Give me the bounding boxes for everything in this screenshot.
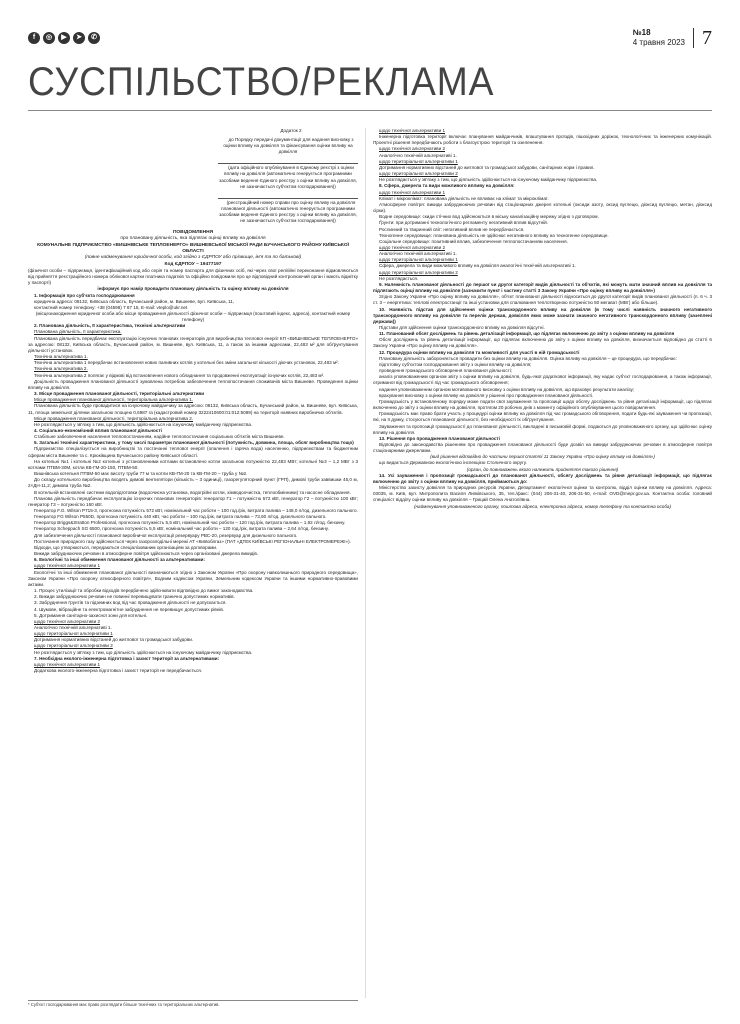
paragraph: Відповідно до законодавства рішенням про провадження планованої діяльності буде дозвіл на викиди забруднюючих речовин в атмосферне повітря стаціонарними джерелами. bbox=[373, 441, 712, 454]
company-note: (повне найменування юридичної особи, код згідно з ЄДРПОУ або прізвище, ім'я та по батькові) bbox=[84, 255, 302, 261]
paragraph: Екологічні та інші обмеження планованої діяльності визначаються згідно з Законом України «Про охорону навколишнього природного середовища», Законом України «Про охорону атмосферного повітря», Водним кодексом України, Земельним кодексом України та іншими нормативно-правовими актами. bbox=[28, 569, 358, 587]
paragraph: Дотримання нормативних відстаней до житлової та громадської забудови, санітарних норм і правил. bbox=[379, 164, 595, 170]
paragraph: Аналогічно технічній альтернативі 1. bbox=[34, 624, 112, 630]
paragraph: щодо технічної альтернативи 1 bbox=[34, 661, 101, 667]
issue-info bbox=[633, 28, 712, 48]
paragraph: 4. Шумове, вібраційне та електромагнітне забруднення не перевищує допустимих рівнів. bbox=[34, 606, 225, 612]
paragraph: До складу котельного виробництва входять димові вентилятори (кількість – 3 одиниці), газорегуляторний пункт (ГРП), димові труби заввишки 45,0 м, 2×ДН-11,2; димова труба №2. bbox=[28, 477, 358, 489]
paragraph: Сфера, джерела та види можливого впливу на довкілля аналогічні технічній альтернативі 1. bbox=[379, 263, 576, 269]
paragraph: 13. Рішення про провадження планованої діяльності bbox=[379, 435, 500, 441]
paragraph: Не розглядається. bbox=[379, 275, 419, 281]
paragraph: 4. Соціально-економічний вплив планованої діяльності bbox=[34, 427, 162, 433]
paragraph: підготовку суб'єктом господарювання звіту з оцінки впливу на довкілля; bbox=[379, 361, 532, 367]
notice-header bbox=[28, 230, 358, 268]
title-rule bbox=[28, 110, 712, 111]
paragraph: щодо технічної альтернативи 2 bbox=[379, 146, 446, 152]
paragraph: Рослинний та тваринний світ: негативний вплив не передбачається. bbox=[379, 226, 525, 232]
facebook-icon[interactable]: f bbox=[28, 32, 40, 44]
paragraph: Плановану діяльність забороняється провадити без оцінки впливу на довкілля. Оцінка впливу на довкілля – це процедура, що передбачає: bbox=[379, 355, 678, 361]
blank-line bbox=[218, 193, 358, 199]
paragraph: Генератор Briggs&Stratton Professional, прогнозна потужність 5,5 кВт, номінальний час роботи – 120 год./рік, витрата палива – 1,92 л/год. бензину. bbox=[34, 520, 346, 526]
paragraph: проведення громадського обговорення планованої діяльності; bbox=[379, 368, 513, 374]
paragraph: щодо технічної альтернативи 1 bbox=[379, 128, 446, 133]
blank-line bbox=[218, 158, 358, 164]
telegram-icon[interactable]: ➤ bbox=[73, 32, 85, 44]
paragraph: Згідно Закону України «Про оцінку впливу на довкілля», об'єкт планованої діяльності відноситься до другої категорії видів планованої діяльності (п. 6 ч. 3 ст. 3 – енергетика: теплові електростанції та інші установки для спалювання теплотворною потужністю 50 мегават (МВт) або більше). bbox=[373, 294, 712, 306]
paragraph: 2. Викиди забруднюючих речовин не повинні перевищувати гранично допустимих нормативів. bbox=[34, 594, 235, 600]
paragraph: Не розглядається у зв'язку з тим, що діяльність здійснюється на існуючому майданчику підприємства. bbox=[34, 649, 253, 655]
notice-title: ПОВІДОМЛЕННЯ bbox=[172, 230, 214, 236]
paragraph: юридична адреса: 08132, Київська область, Бучанський район, м. Вишневе, вул. Київська, 11, bbox=[34, 298, 235, 304]
paragraph: 8. Сфера, джерела та види можливого впливу на довкілля: bbox=[379, 183, 515, 189]
right-paragraphs bbox=[373, 128, 712, 510]
paragraph: Атмосферне повітря: викиди забруднюючих речовин від стаціонарних джерел котельні (оксиди азоту, оксид вуглецю, діоксид вуглецю, метан, діоксид сірки). bbox=[373, 201, 712, 214]
paragraph: Місце провадження планованої діяльності, територіальна альтернатива 2. bbox=[34, 415, 194, 421]
paragraph: 1. Інформація про суб'єкта господарювання bbox=[34, 292, 135, 298]
paragraph: Вишнівська котельня ПТВМ-50 має висоту труби 77 м та котли КВ-ГМ-20 та КВ-ГМ-20 – труба у №2. bbox=[34, 471, 248, 477]
paragraph: щодо територіальної альтернативи 2 bbox=[34, 643, 113, 649]
paragraph: Генератор FG Wilson P550D, прогнозна потужність 440 кВт, час роботи – 100 год./рік, витрата палива – 73,60 л/год. дизельного пального. bbox=[34, 514, 327, 520]
paragraph: (місцезнаходження юридичної особи або місце провадження діяльності фізичної особи – підприємця (поштовий індекс, адреса), контактний номер телефону) bbox=[35, 311, 351, 323]
paragraph: Аналогічно технічній альтернативі 1. bbox=[379, 152, 457, 158]
paragraph: 3. Забруднення ґрунтів та підземних вод під час провадження діяльності не допускається. bbox=[34, 600, 227, 606]
paragraph: щодо технічної альтернативи 2 bbox=[379, 244, 446, 250]
paragraph: Обсяг досліджень та рівень деталізації інформації, що підлягає включенню до звіту з оцінки впливу на довкілля, визначається відповідно до статті 6 Закону України «Про оцінку впливу на довкілля». bbox=[373, 337, 712, 349]
appendix-subtitle: до Порядку передачі документації для надання висновку з оцінки впливу на довкілля та фінансування оцінки впливу на довкілля bbox=[223, 137, 354, 155]
paragraph: 6. Екологічні та інші обмеження планованої діяльності за альтернативами: bbox=[34, 557, 206, 563]
paragraph: Для забезпечення діяльності планованої виробничої експлуатації резервуару РВС-20, резервуар для дизельного пального. bbox=[34, 532, 298, 538]
appendix-block bbox=[218, 128, 358, 224]
left-paragraphs bbox=[28, 268, 358, 674]
paragraph: щодо технічної альтернативи 1 bbox=[379, 189, 446, 195]
paragraph: (вид рішення відповідно до частини першої статті 11 Закону України «Про оцінку впливу на довкілля») bbox=[430, 454, 655, 460]
paragraph: Планована діяльність, її характеристика. bbox=[34, 329, 122, 335]
issue-number: №18 bbox=[632, 28, 651, 37]
paragraph: На котельні №1 і котельні №2 котельні з установленими котлами встановлено котли загальною потужністю 22,483 МВт; котельні №3 – 1,2 МВт з 3 котлами ПТВМ-30М, котли КВ-ГМ-20-150, ПТВМ-50. bbox=[28, 458, 358, 470]
paragraph: Планова діяльність передбачає експлуатацію існуючих планових генераторів: генератор Г1 – потужністю 572 кВт, генератор Г2 – потужністю 100 кВт; генератор Г3 – потужністю 160 кВт. bbox=[28, 495, 358, 507]
paragraph: інформує про намір провадити плановану діяльність та оцінку впливу на довкілля bbox=[97, 286, 289, 292]
section-title: СУСПІЛЬСТВО/РЕКЛАМА bbox=[28, 60, 495, 104]
paragraph: Викиди забруднюючих речовин в атмосферне повітря здійснюються через організовані джерела викидів. bbox=[34, 551, 259, 557]
paragraph: 1. Процес утилізації та обробки відходів передбачено здійснювати відповідно до вимог законодавства. bbox=[34, 588, 254, 594]
paragraph: Доцільність провадження планованої діяльності зумовлена потребою забезпечення теплопостачання споживачів міста Вишневе. Проведення оцінки впливу на довкілля. bbox=[28, 378, 358, 390]
paragraph: (найменування уповноваженого органу, поштова адреса, електронна адреса, номер телефону та контактна особа) bbox=[414, 503, 671, 509]
paragraph: Планована діяльність передбачає експлуатацію існуючих планових генераторів для виробництва теплової енергії КП «ВИШНІВСЬКЕ ТЕПЛОЕНЕРГО» за адресою: 08132, Київська область, Бучанський район, м. Вишневе, вул. Київська, 11, а також за іншими адресами, 22,483 м² для обґрунтування діяльності установок. bbox=[28, 335, 358, 353]
viber-icon[interactable]: ✆ bbox=[88, 32, 100, 44]
paragraph: Підстави для здійснення оцінки транскордонного впливу на довкілля відсутні. bbox=[379, 325, 545, 330]
paragraph: Не розглядається у зв'язку з тим, що діяльність здійснюється на існуючому майданчику підприємства. bbox=[34, 421, 253, 427]
paragraph: 9. Належність планованої діяльності до першої чи другої категорії видів діяльності та об'єктів, які можуть мати значний вплив на довкілля та підлягають оцінці впливу на довкілля (зазначити пункт і частину статті 3 Закону України «Про оцінку впливу на довкілля») bbox=[373, 281, 712, 294]
paragraph: Ґрунти: при дотриманні технологічного регламенту негативний вплив відсутній. bbox=[379, 220, 549, 226]
paragraph: Громадськість має право брати участь у процедурі оцінки впливу на довкілля під час громадського обговорення, подати будь-які зауваження чи пропозиції, які, на її думку, стосуються планованої діяльності, без необхідності їх обґрунтування. bbox=[373, 411, 712, 423]
paragraph: що видається Державною екологічною інспекцією Столичного округу. bbox=[379, 460, 527, 466]
paragraph: Додаткова еколого-інженерна підготовка і захист території не передбачається. bbox=[34, 668, 203, 674]
company-name: КОМУНАЛЬНЕ ПІДПРИЄМСТВО «ВИШНІВСЬКЕ ТЕПЛОЕНЕРГО» ВИШНЕВСЬКОЇ МІСЬКОЇ РАДИ БУЧАНСЬКОГО РАЙОНУ КИЇВСЬКОЇ ОБЛАСТІ bbox=[37, 242, 349, 255]
paragraph: Технічна альтернатива 2 полягає у відмові від встановлення нового обладнання та продовженні експлуатації існуючих котлів, 22,483 м². bbox=[34, 372, 325, 378]
paragraph: Місце провадження планованої діяльності, територіальна альтернатива 1. bbox=[34, 397, 194, 403]
paragraph: 11. Планований обсяг досліджень та рівень деталізації інформації, що підлягає включенню до звіту з оцінки впливу на довкілля bbox=[379, 331, 675, 337]
paragraph: Соціальне середовище: позитивний вплив, забезпечення теплопостачанням населення. bbox=[379, 238, 568, 244]
paragraph: аналіз уповноваженим органом звіту з оцінки впливу на довкілля, будь-якої додаткової інформації, яку надає суб'єкт господарювання, а також інформації, отриманої від громадськості під час громадського обговорення; bbox=[373, 374, 712, 386]
paragraph: щодо технічної альтернативи 2 bbox=[34, 618, 101, 624]
issue-date: 4 травня 2023 bbox=[632, 38, 685, 47]
paragraph: 7. Необхідна еколого-інженерна підготовка і захист території за альтернативами: bbox=[34, 655, 220, 661]
right-column bbox=[373, 128, 712, 998]
left-column bbox=[28, 128, 358, 998]
paragraph: Клімат і мікроклімат: планована діяльність не впливає на клімат та мікроклімат. bbox=[379, 195, 549, 201]
paragraph: (орган, до повноважень якого належить прийняття такого рішення) bbox=[466, 466, 619, 472]
footnote: * Суб'єкт господарювання має право розглядати більше технічних та територіальних альтернатив. bbox=[28, 1000, 358, 1007]
paragraph: надання уповноваженим органом мотивованого висновку з оцінки впливу на довкілля, що враховує результати аналізу; bbox=[379, 386, 635, 392]
paragraph: щодо технічної альтернативи 1 bbox=[34, 563, 101, 569]
paragraph: Стабільне забезпечення населення теплопостачанням, надійне теплопостачання соціальних об'єктів міста Вишневе. bbox=[34, 434, 285, 440]
paragraph: щодо територіальної альтернативи 2 bbox=[379, 171, 458, 177]
paragraph: Планована діяльність буде провадитися на існуючому майданчику за адресою: 08132, Київська область, Бучанський район, м. Вишневе, вул. Київська, 11, площа земельної ділянки загальною площею 0,6987 га (кадастровий номер 3222410600:01:012:5089) на території наявних виробничих об'єктів. bbox=[28, 403, 358, 415]
paragraph: (фізичної особи – підприємця, ідентифікаційний код або серія та номер паспорта для фізичних осіб, які через свої релігійні переконання відмовляються від прийняття реєстраційного номера облікової картки платника податків та офіційно повідомили про це відповідний контролюючий орган і мають відмітку у паспорті) bbox=[28, 267, 358, 286]
paragraph: Підприємство спеціалізується на виробництві та постачанні теплової енергії (опалення і гаряча вода) населенню, підприємствам та бюджетним сферам міста Вишневе та с. Крюківщина Бучанського району Київської області. bbox=[28, 446, 358, 458]
paragraph: Технічна альтернатива 1 передбачає встановлення нових паливних котлів у котельні без зміни загальної кількості діючих установок, 22,483 м². bbox=[34, 360, 339, 366]
appendix-note-reg: (реєстраційний номер справи про оцінку впливу на довкілля планованої діяльності (автоматично генерується програмними засобами ведення Єдиного реєстру з оцінки впливу на довкілля, не зазначається суб'єктом господарювання)) bbox=[219, 199, 357, 224]
paragraph: 5. Дотримання санітарно-захисної зони для котельні. bbox=[34, 612, 148, 618]
paragraph: контактний номер телефону: +38 (04598) 7 87 15, E-mail: vteplo@ukr.net bbox=[34, 304, 188, 310]
appendix-title: Додаток 2 bbox=[280, 128, 302, 133]
column-divider bbox=[365, 128, 366, 998]
edrpou-code: Код ЄДРПОУ – 19477197 bbox=[164, 261, 222, 267]
paragraph: 2. Планована діяльність, її характеристика, технічні альтернативи bbox=[34, 323, 186, 329]
paragraph: Відходи, що утворюються, передаються спеціалізованим організаціям за договорами. bbox=[34, 544, 218, 550]
instagram-icon[interactable]: ◎ bbox=[43, 32, 55, 44]
paragraph: 10. Наявність підстав для здійснення оцінки транскордонного впливу на довкілля (в тому числі наявність значного негативного транскордонного впливу на довкілля та перелік держав, довкілля яких може зазнати значного негативного транскордонного впливу (зачеплені держави)) bbox=[373, 306, 712, 324]
paragraph: Постачання природного газу здійснюється через газорозподільні мережі АТ «Київоблгаз» (ПАТ «ДТЕК КИЇВСЬКІ РЕГІОНАЛЬНІ ЕЛЕКТРОМЕРЕЖІ»). bbox=[34, 538, 351, 544]
paragraph: Водне середовище: скиди стічних вод здійснюються в міську каналізаційну мережу згідно з договором. bbox=[379, 214, 599, 220]
paragraph: щодо територіальної альтернативи 2 bbox=[379, 269, 458, 275]
paragraph: 3. Місце провадження планованої діяльності, територіальні альтернативи bbox=[34, 391, 205, 397]
paragraph: щодо територіальної альтернативи 1 bbox=[379, 257, 458, 263]
paragraph: Аналогічно технічній альтернативі 1. bbox=[379, 251, 457, 257]
paragraph: врахування висновку з оцінки впливу на довкілля у рішенні про провадження планованої діяльності. bbox=[379, 392, 594, 398]
header-divider bbox=[693, 28, 694, 48]
youtube-icon[interactable]: ▶ bbox=[58, 32, 70, 44]
page-number: 7 bbox=[702, 27, 712, 49]
paragraph: Громадськість у встановленому порядку може подати свої зауваження та пропозиції щодо обсягу досліджень та рівня деталізації інформації, що підлягає включенню до звіту з оцінки впливу на довкілля, протягом 20 робочих днів з моменту офіційного опублікування цього повідомлення. bbox=[373, 398, 712, 411]
paragraph: 14. Усі зауваження і пропозиції громадськості до планованої діяльності, обсягу досліджень та рівня деталізації інформації, що підлягає включенню до звіту з оцінки впливу на довкілля, приймаються до: bbox=[373, 472, 712, 484]
paragraph: Дотримання нормативних відстаней до житлової та громадської забудови. bbox=[34, 637, 194, 643]
appendix-note-date: (дата офіційного опублікування в Єдиному реєстрі з оцінки впливу на довкілля (автоматично генерується програмними засобами ведення Єдиного реєстру з оцінки впливу на довкілля, не зазначається суб'єктом господарювання)) bbox=[219, 165, 357, 189]
paragraph: Технічна альтернатива 1. bbox=[34, 354, 88, 360]
paragraph: Інженерна підготовка території включає планування майданчиків, влаштування проїздів, пішохідних доріжок, технологічних та інженерних комунікацій. Проектні рішення передбачають роботи з благоустрою території та озеленення. bbox=[373, 134, 712, 146]
paragraph: Технічна альтернатива 2. bbox=[34, 366, 88, 372]
page-header bbox=[28, 28, 712, 52]
issue-block bbox=[633, 28, 685, 48]
paragraph: Генератор Scheppach SG 6500, прогнозна потужність 5,5 кВт, номінальний час роботи – 120 год./рік, витрата палива – 2,64 л/год. бензину. bbox=[34, 526, 329, 532]
notice-subtitle: про плановану діяльність, яка підлягає оцінці впливу на довкілля bbox=[120, 236, 266, 242]
social-icons bbox=[28, 32, 100, 44]
paragraph: Міністерство захисту довкілля та природних ресурсів України, Департамент екологічної оцінки та контролю, відділ оцінки впливу на довкілля. Адреса: 03035, м. Київ, вул. Митрополита Василя Липківського, 35, тел./факс: (044) 206-31-40, 206-31-50, e-mail: OVD@mepr.gov.ua. Контактна особа: головний спеціаліст відділу оцінки впливу на довкілля – Грицай Олена Анатоліївна. bbox=[373, 485, 712, 503]
paragraph: щодо територіальної альтернативи 1 bbox=[379, 158, 458, 164]
paragraph: Зауваження та пропозиції громадськості до планованої діяльності, викладені в письмовій формі, подаються до уповноваженого органу, що здійснює оцінку впливу на довкілля. bbox=[373, 423, 712, 435]
paragraph: В котельній встановлені системи водопідготовки (водоочисна установка, водогрійні котли, хімводоочистка, теплообмінники) та насосне обладнання. bbox=[34, 489, 351, 495]
paragraph: 5. Загальні технічні характеристики, у тому числі параметри планованої діяльності (потужність, довжина, площа, обсяг виробництва тощо) bbox=[34, 440, 354, 446]
paragraph: 12. Процедура оцінки впливу на довкілля та можливості для участі в ній громадськості bbox=[379, 349, 580, 355]
paragraph: щодо територіальної альтернативи 1 bbox=[34, 631, 113, 637]
paragraph: Не розглядається у зв'язку з тим, що діяльність здійснюється на існуючому майданчику підприємства. bbox=[379, 177, 598, 183]
paragraph: Техногенне середовище: планована діяльність не здійснює негативного впливу на техногенне середовище. bbox=[379, 232, 609, 238]
paragraph: Генератор F.G. Wilson P715-3, прогнозна потужність 572 кВт, номінальний час роботи – 100 год./рік, витрата палива – 148,0 л/год. дизельного пального. bbox=[34, 508, 358, 513]
